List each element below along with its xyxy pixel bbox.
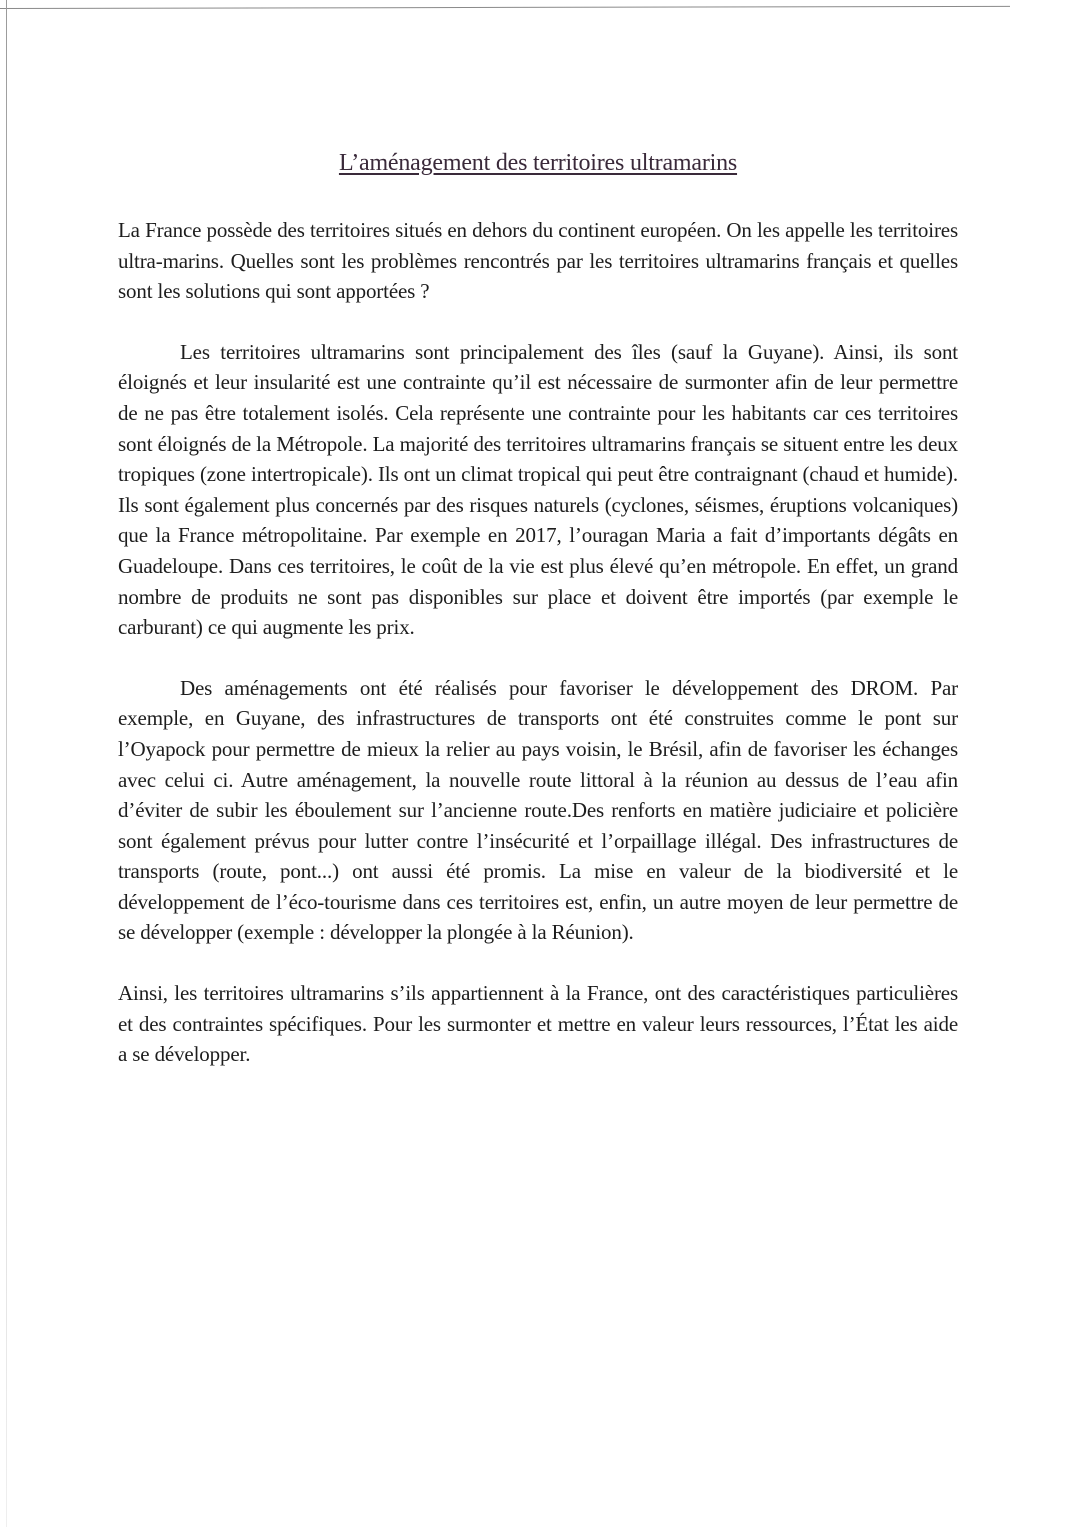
scan-left-edge (6, 0, 7, 1527)
scan-top-edge (0, 6, 1010, 9)
document-title: L’aménagement des territoires ultramarins (338, 150, 738, 176)
conclusion-paragraph: Ainsi, les territoires ultramarins s’ils appartiennent à la France, ont des caractéristiques particulières et des contraintes spécifiques. Pour les surmonter et mettre en valeur leurs ressources, l’État les aide a se développer. (118, 981, 958, 1067)
intro-paragraph: La France possède des territoires situés en dehors du continent européen. On les appelle les territoires ultra-marins. Quelles sont les problèmes rencontrés par les territoires ultramarins français et quelles sont les solutions qui sont apportées ? (118, 218, 958, 304)
body-paragraph-constraints: Les territoires ultramarins sont principalement des îles (sauf la Guyane). Ainsi, ils sont éloignés et leur insularité est une contrainte qu’il est nécessaire de surmonter afin de leur permettre de ne pas être totalement isolés. Cela représente une contrainte pour les habitants car ces territoires sont éloignés de la Métropole. La majorité des territoires ultramarins français se situent entre les deux tropiques (zone intertropicale). Ils ont un climat tropical qui peut être contraignant (chaud et humide). Ils sont également plus concernés par des risques naturels (cyclones, séismes, éruptions volcaniques) que la France métropolitaine. Par exemple en 2017, l’ouragan Maria a fait d’importants dégâts en Guadeloupe. Dans ces territoires, le coût de la vie est plus élevé qu’en métropole. En effet, un grand nombre de produits ne sont pas disponibles sur place et doivent être importés (par exemple le carburant) ce qui augmente les prix. (118, 339, 958, 640)
document-page (118, 150, 958, 1070)
body-paragraph-developments: Des aménagements ont été réalisés pour favoriser le développement des DROM. Par exemple, en Guyane, des infrastructures de transports ont été construites comme le pont sur l’Oyapock pour permettre de mieux la relier au pays voisin, le Brésil, afin de favoriser les échanges avec celui ci. Autre aménagement, la nouvelle route littoral à la réunion au dessus de l’eau afin d’éviter de subir les éboulement sur l’ancienne route.Des renforts en matière judiciaire et policière sont également prévus pour lutter contre l’insécurité et l’orpaillage illégal. Des infrastructures de transports (route, pont...) ont aussi été promis. La mise en valeur de la biodiversité et le développement de l’éco-tourisme dans ces territoires est, enfin, un autre moyen de leur permettre de se développer (exemple : développer la plongée à la Réunion). (118, 675, 958, 945)
